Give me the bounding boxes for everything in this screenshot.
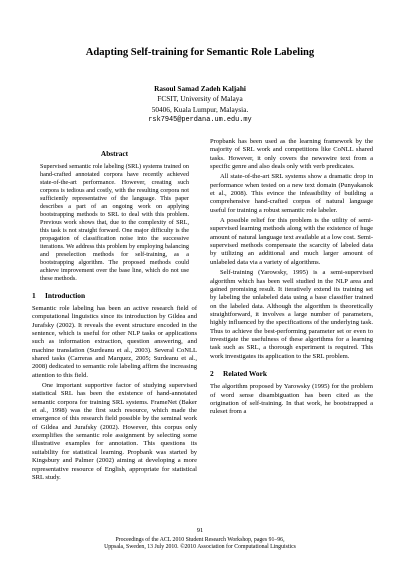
author-block	[0, 84, 400, 126]
author-email: rsk7945@perdana.um.edu.my	[148, 116, 252, 125]
paragraph: Semantic role labeling has been an active research field of computational linguistics since its introduction by Gildea and Jurafsky (2002). It reveals the event structure encoded in the sentence, which is useful for other NLP tasks or applications such as information extraction, question answering, and machine translation (Surdeanu et al., 2003). Several CoNLL shared tasks (Carreras and Marquez, 2005; Surdeanu et al., 2008) dedicated to semantic role labeling affirm the increasing attention to this field.	[32, 304, 197, 379]
section-number: 1	[32, 290, 36, 300]
proceedings-footer	[0, 537, 400, 551]
footer-line: Proceedings of the ACL 2010 Student Research Workshop, pages 91–96,	[115, 537, 285, 543]
section-heading-related-work	[210, 370, 373, 378]
paragraph: Self-training (Yarowsky, 1995) is a semi-supervised algorithm which has been well studied in the NLP area and gained promising result. It iteratively extend its training set by labeling the unlabeled data using a base classifier trained on the labeled data. Although the algorithm is theoretically straightforward, it involves a large number of parameters, highly influenced by the specifications of the underlying task. Thus to achieve the best-performing parameter set or even to investigate the usefulness of these algorithms for a learning task such as SRL, a thorough experiment is required. This work investigates its application to the SRL problem.	[210, 269, 373, 360]
section-number: 2	[210, 368, 214, 378]
abstract-heading: Abstract	[100, 149, 129, 158]
paragraph-continued: Propbank has been used as the learning framework by the majority of SRL work and competitions like CoNLL shared tasks. However, it only covers the newswire text from a specific genre and also deals only with verb predicates.	[210, 138, 373, 171]
section-heading-introduction	[32, 292, 197, 300]
right-column	[210, 138, 373, 417]
page-number: 91	[196, 527, 204, 534]
section-title: Related Work	[223, 368, 268, 378]
paragraph: A possible relief for this problem is the utility of semi-supervised learning methods along with the existence of huge amount of natural language text available at a low cost. Semi-supervised methods compensate the scarcity of labeled data by utilizing an additional and much larger amount of unlabeled data via a variety of algorithms.	[210, 217, 373, 266]
paragraph: All state-of-the-art SRL systems show a dramatic drop in performance when tested on a new text domain (Punyakanok et al., 2008). This evince the infeasibility of building a comprehensive hand-crafted corpus of natural language useful for training a robust semantic role labeler.	[210, 173, 373, 214]
author-affiliation: FCSIT, University of Malaya	[157, 94, 243, 104]
paragraph: The algorithm proposed by Yarowsky (1995) for the problem of word sense disambiguation has been cited as the origination of self-training. In that work, he bootstrapped a ruleset from a	[210, 383, 373, 416]
paper-title: Adapting Self-training for Semantic Role Labeling	[85, 47, 315, 58]
author-address: 50406, Kuala Lumpur, Malaysia.	[151, 104, 249, 114]
author-name: Rasoul Samad Zadeh Kaljahi	[154, 84, 246, 93]
footer-line: Uppsala, Sweden, 13 July 2010. ©2010 Association for Computational Linguistics	[104, 544, 296, 550]
abstract-text: Supervised semantic role labeling (SRL) systems trained on hand-crafted annotated corpora have recently achieved state-of-the-art performance. However, creating such corpora is tedious and costly, with the resulting corpora not sufficiently representative of the language. This paper describes a part of an ongoing work on applying bootstrapping methods to SRL to deal with this problem. Previous work shows that, due to the complexity of SRL, this task is not straight forward. One major difficulty is the propagation of classification noise into the successive iterations. We address this problem by employing balancing and preselection methods for self-training, as a bootstrapping algorithm. The proposed methods could achieve improvement over the base line, which do not use these methods.	[40, 163, 189, 282]
section-title: Introduction	[45, 290, 86, 300]
paragraph: One important supportive factor of studying supervised statistical SRL has been the existence of hand-annotated semantic corpora for training SRL systems. FrameNet (Baker et al., 1998) was the first such resource, which made the emergence of this research field possible by the seminal work of Gildea and Jurafsky (2002). However, this corpus only exemplifies the semantic role assignment by selecting some illustrative examples for annotation. This questions its suitability for statistical learning. Propbank was started by Kingsbury and Palmer (2002) aiming at developing a more representative resource of English, appropriate for statistical SRL study.	[32, 382, 197, 481]
left-column	[32, 150, 197, 482]
